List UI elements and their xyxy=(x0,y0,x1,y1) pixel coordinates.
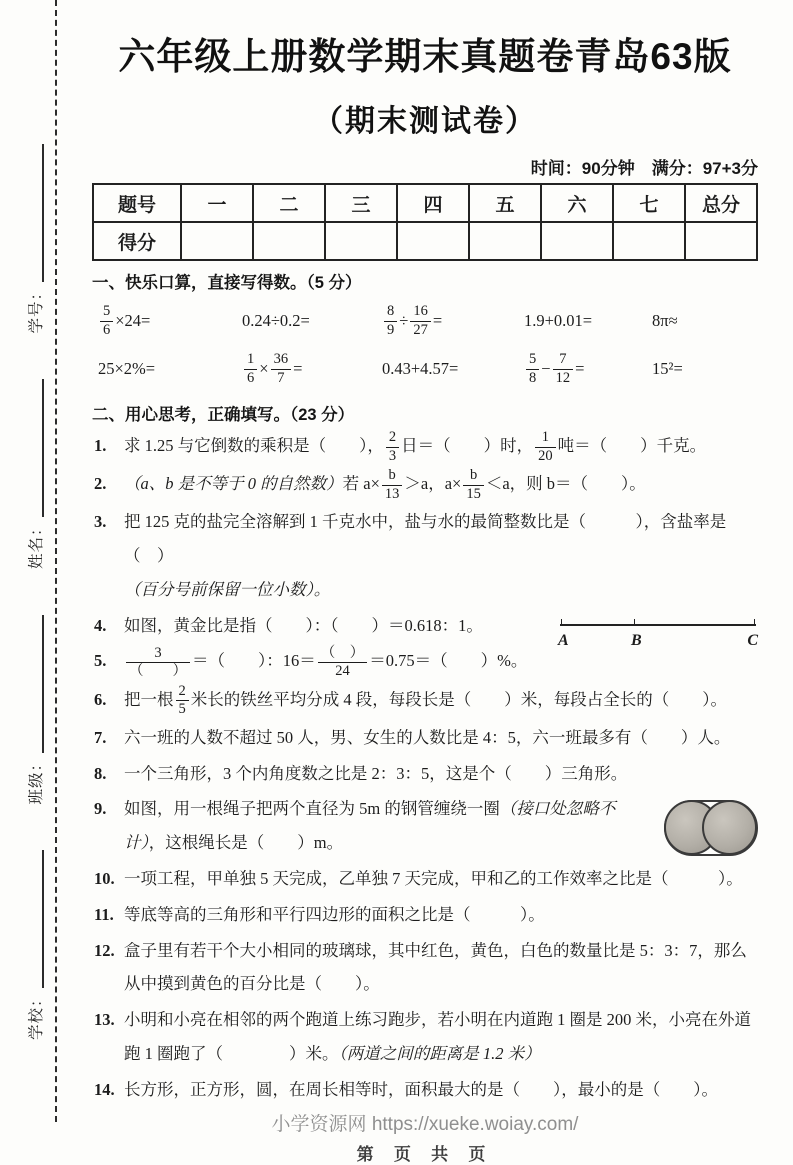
calc-item: $\frac{5}{6}$ ×24= xyxy=(98,303,242,339)
question-number: 5. xyxy=(94,651,107,671)
score-header-cell: 总分 xyxy=(685,184,757,222)
question-number: 11. xyxy=(94,904,114,924)
score-empty-cell xyxy=(397,222,469,260)
question-text: 长方形，正方形，圆，在周长相等时，面积最大的是（ ），最小的是（ ）。 xyxy=(124,1079,718,1099)
score-header-cell: 六 xyxy=(541,184,613,222)
name-blank-line xyxy=(27,379,44,517)
fraction: $\frac{b}{13}$ xyxy=(382,467,403,503)
question-13 xyxy=(92,1003,758,1071)
segment-line xyxy=(560,624,756,626)
point-label-b: B xyxy=(631,631,642,649)
exam-meta: 时间：90分钟 满分：97+3分 xyxy=(530,159,758,178)
question-7 xyxy=(92,721,758,755)
question-text: 把一根 xyxy=(124,689,174,709)
question-10 xyxy=(92,862,758,896)
page-subtitle: （期末测试卷） xyxy=(313,105,537,138)
score-empty-cell xyxy=(541,222,613,260)
condition-note: （a、b 是不等于 0 的自然数） xyxy=(124,474,343,494)
question-number: 7. xyxy=(94,727,107,747)
score-empty-cell xyxy=(613,222,685,260)
question-5 xyxy=(92,644,758,680)
question-11 xyxy=(92,898,758,932)
question-number: 10. xyxy=(94,868,115,888)
score-header-cell: 题号 xyxy=(93,184,181,222)
score-header-cell: 三 xyxy=(325,184,397,222)
score-empty-cell xyxy=(469,222,541,260)
calc-item: 1.9+0.01= xyxy=(524,311,593,330)
score-table-header-row xyxy=(93,184,757,222)
class-blank-line xyxy=(27,615,44,753)
class-label: 班级： xyxy=(28,754,45,805)
question-text: ，这根绳长是（ ）m。 xyxy=(148,833,344,853)
calc-item: 8π≈ xyxy=(652,311,678,330)
fraction: $\frac{16}{27}$ xyxy=(410,303,431,339)
oral-calc-row-2 xyxy=(92,345,758,393)
question-text: ＜a，则 b＝（ ）。 xyxy=(485,474,646,494)
question-3 xyxy=(92,505,758,606)
footer-page-number: 第 页 共 页 xyxy=(356,1144,494,1164)
question-14 xyxy=(92,1073,758,1107)
student-id-label: 学号： xyxy=(28,283,45,334)
fraction: $\frac{b}{15}$ xyxy=(463,467,484,503)
fraction: $\frac{1}{6}$ xyxy=(244,351,257,387)
school-label: 学校： xyxy=(28,990,45,1040)
score-empty-cell xyxy=(253,222,325,260)
question-text: 如图，黄金比是指（ ）：（ ）＝0.618：1。 xyxy=(124,615,483,635)
fraction: $\frac{( )}{24}$ xyxy=(318,645,368,681)
score-empty-cell xyxy=(181,222,253,260)
page-title: 六年级上册数学期末真题卷青岛63版 xyxy=(118,36,732,77)
question-number: 14. xyxy=(94,1079,115,1099)
calc-item: 15²= xyxy=(652,359,683,378)
question-2 xyxy=(92,467,758,503)
score-table xyxy=(92,183,758,261)
question-number: 12. xyxy=(94,940,115,960)
question-4 xyxy=(92,609,758,649)
section1-heading: 一、快乐口算，直接写得数。（5 分） xyxy=(92,274,362,292)
fraction: $\frac{2}{5}$ xyxy=(176,683,189,719)
score-header-cell: 五 xyxy=(469,184,541,222)
fraction: $\frac{5}{6}$ xyxy=(100,303,113,339)
score-header-cell: 七 xyxy=(613,184,685,222)
question-number: 4. xyxy=(94,615,107,635)
question-text: 日＝（ ）时， xyxy=(401,436,534,455)
question-number: 13. xyxy=(94,1010,115,1030)
calc-item: $\frac{8}{9}$ ÷ $\frac{16}{27}$ = xyxy=(382,303,524,339)
track-gap-note: （两道之间的距离是 1.2 米） xyxy=(338,1044,541,1063)
oral-calc-row-1 xyxy=(92,297,758,345)
score-table-score-row xyxy=(93,222,757,260)
question-text: 若 a× xyxy=(342,474,380,494)
question-text: 吨＝（ ）千克。 xyxy=(557,436,707,455)
question-text: ＝（ ）：16＝ xyxy=(192,651,316,671)
fraction: $\frac{3}{( )}$ xyxy=(126,645,190,681)
question-text: 如图，用一根绳子把两个直径为 5m 的钢管缠绕一圈 xyxy=(124,799,500,819)
question-text: 米长的铁丝平均分成 4 段，每段长是（ ）米，每段占全长的（ ）。 xyxy=(190,689,727,709)
score-empty-cell xyxy=(325,222,397,260)
footer-site-link: 小学资源网 https://xueke.woiay.com/ xyxy=(271,1113,579,1135)
fill-in-questions xyxy=(92,429,758,1107)
score-row-label: 得分 xyxy=(93,222,181,260)
pipes-figure xyxy=(664,798,758,858)
question-number: 3. xyxy=(94,512,107,532)
question-text: 一个三角形，3 个内角度数之比是 2：3：5，这是个（ ）三角形。 xyxy=(124,763,628,783)
student-id-blank-line xyxy=(27,144,44,282)
golden-ratio-segment-diagram xyxy=(558,613,758,649)
fraction: $\frac{7}{12}$ xyxy=(553,351,574,387)
fraction: $\frac{36}{7}$ xyxy=(271,351,292,387)
calc-item: 0.24÷0.2= xyxy=(242,311,310,330)
question-text: 求 1.25 与它倒数的乘积是（ ）， xyxy=(124,436,384,455)
score-header-cell: 四 xyxy=(397,184,469,222)
score-header-cell: 一 xyxy=(181,184,253,222)
calc-item: 25×2%= xyxy=(98,359,156,378)
name-label: 姓名： xyxy=(28,519,45,569)
question-text: 把 125 克的盐完全溶解到 1 千克水中，盐与水的最简整数比是（ ），含盐率是（ ） xyxy=(124,512,727,566)
question-1 xyxy=(92,429,758,465)
question-number: 8. xyxy=(94,763,107,783)
question-text: ＝0.75＝（ ）%。 xyxy=(369,651,528,671)
question-text: ＞a，a× xyxy=(404,474,462,494)
question-9 xyxy=(92,792,758,860)
question-number: 6. xyxy=(94,689,107,709)
fraction: $\frac{5}{8}$ xyxy=(526,351,539,387)
question-text: 六一班的人数不超过 50 人，男、女生的人数比是 4：5，六一班最多有（ ）人。 xyxy=(124,727,731,747)
question-number: 9. xyxy=(94,799,107,819)
question-number: 1. xyxy=(94,436,107,455)
point-label-c: C xyxy=(747,631,758,649)
fraction: $\frac{8}{9}$ xyxy=(384,303,397,339)
calc-item: $\frac{5}{8}$ − $\frac{7}{12}$ = xyxy=(524,351,652,387)
question-12 xyxy=(92,934,758,1002)
section2-heading: 二、用心思考，正确填写。（23 分） xyxy=(92,406,355,424)
question-number: 2. xyxy=(94,474,107,494)
fraction: $\frac{1}{20}$ xyxy=(535,429,556,465)
school-blank-line xyxy=(27,850,44,988)
question-text: 小明和小亮在相邻的两个跑道上练习跑步，若小明在内道跑 1 圈是 200 米，小亮在外道跑 1 圈跑了（ ）米。 xyxy=(124,1010,751,1063)
score-empty-cell xyxy=(685,222,757,260)
pipe-circle xyxy=(702,800,757,855)
joint-note: （接口处忽略不计） xyxy=(124,799,616,853)
calc-item: $\frac{1}{6}$ × $\frac{36}{7}$ = xyxy=(242,351,382,387)
student-info-strip xyxy=(15,0,55,1122)
exam-content xyxy=(92,0,758,1165)
question-8 xyxy=(92,757,758,791)
score-header-cell: 二 xyxy=(253,184,325,222)
question-6 xyxy=(92,683,758,719)
question-text: 盒子里有若干个大小相同的玻璃球，其中红色，黄色，白色的数量比是 5：3：7，那么从中摸到黄色的百分比是（ ）。 xyxy=(124,940,747,994)
calc-item: 0.43+4.57= xyxy=(382,359,459,378)
point-label-a: A xyxy=(558,631,569,649)
binding-dashed-line xyxy=(55,0,57,1122)
rounding-note: （百分号前保留一位小数）。 xyxy=(124,579,331,599)
fraction: $\frac{2}{3}$ xyxy=(386,429,399,465)
question-text: 一项工程，甲单独 5 天完成，乙单独 7 天完成，甲和乙的工作效率之比是（ ）。 xyxy=(124,868,743,888)
question-text: 等底等高的三角形和平行四边形的面积之比是（ ）。 xyxy=(124,904,545,924)
